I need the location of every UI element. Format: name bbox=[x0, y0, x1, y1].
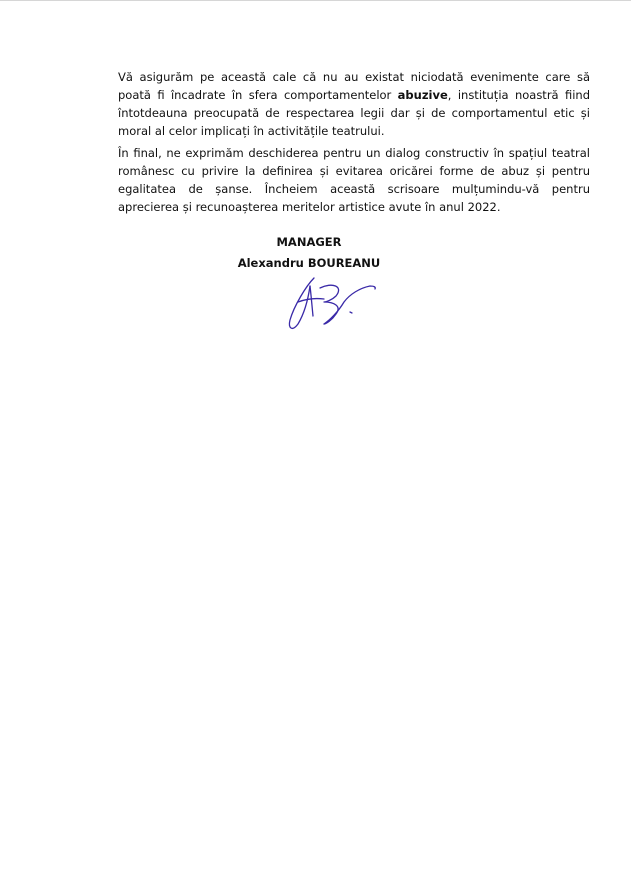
paragraph-closing-text: În final, ne exprimăm deschiderea pentru un dialog constructiv în spațiul teatral românesc cu privire la definirea și evitarea oricărei forme de abuz și pentru egalitatea de șanse. Încheiem această scrisoare mulțumindu-vă pentru aprecierea și recunoașterea meritelor artistice avute în anul 2022. bbox=[118, 146, 590, 214]
paragraph-closing bbox=[118, 144, 590, 216]
handwritten-signature-icon bbox=[280, 272, 382, 336]
paragraph-assurance-end: , instituția noastră fiind întotdeauna preocupată de respectarea legii dar și de comportamentul etic și moral al celor implicați în activitățile teatrului. bbox=[118, 88, 591, 138]
signatory-role: MANAGER bbox=[276, 235, 342, 249]
letter-body bbox=[118, 68, 590, 220]
paragraph-assurance bbox=[118, 68, 590, 140]
paragraph-assurance-start: Vă asigurăm pe această cale că nu au existat niciodată evenimente care să poată fi încadrate în sfera comportamentelor bbox=[118, 70, 590, 102]
signatory-name: Alexandru BOUREANU bbox=[237, 256, 381, 270]
signature-block bbox=[195, 233, 423, 275]
emphasis-abuzive: abuzive bbox=[397, 88, 448, 102]
